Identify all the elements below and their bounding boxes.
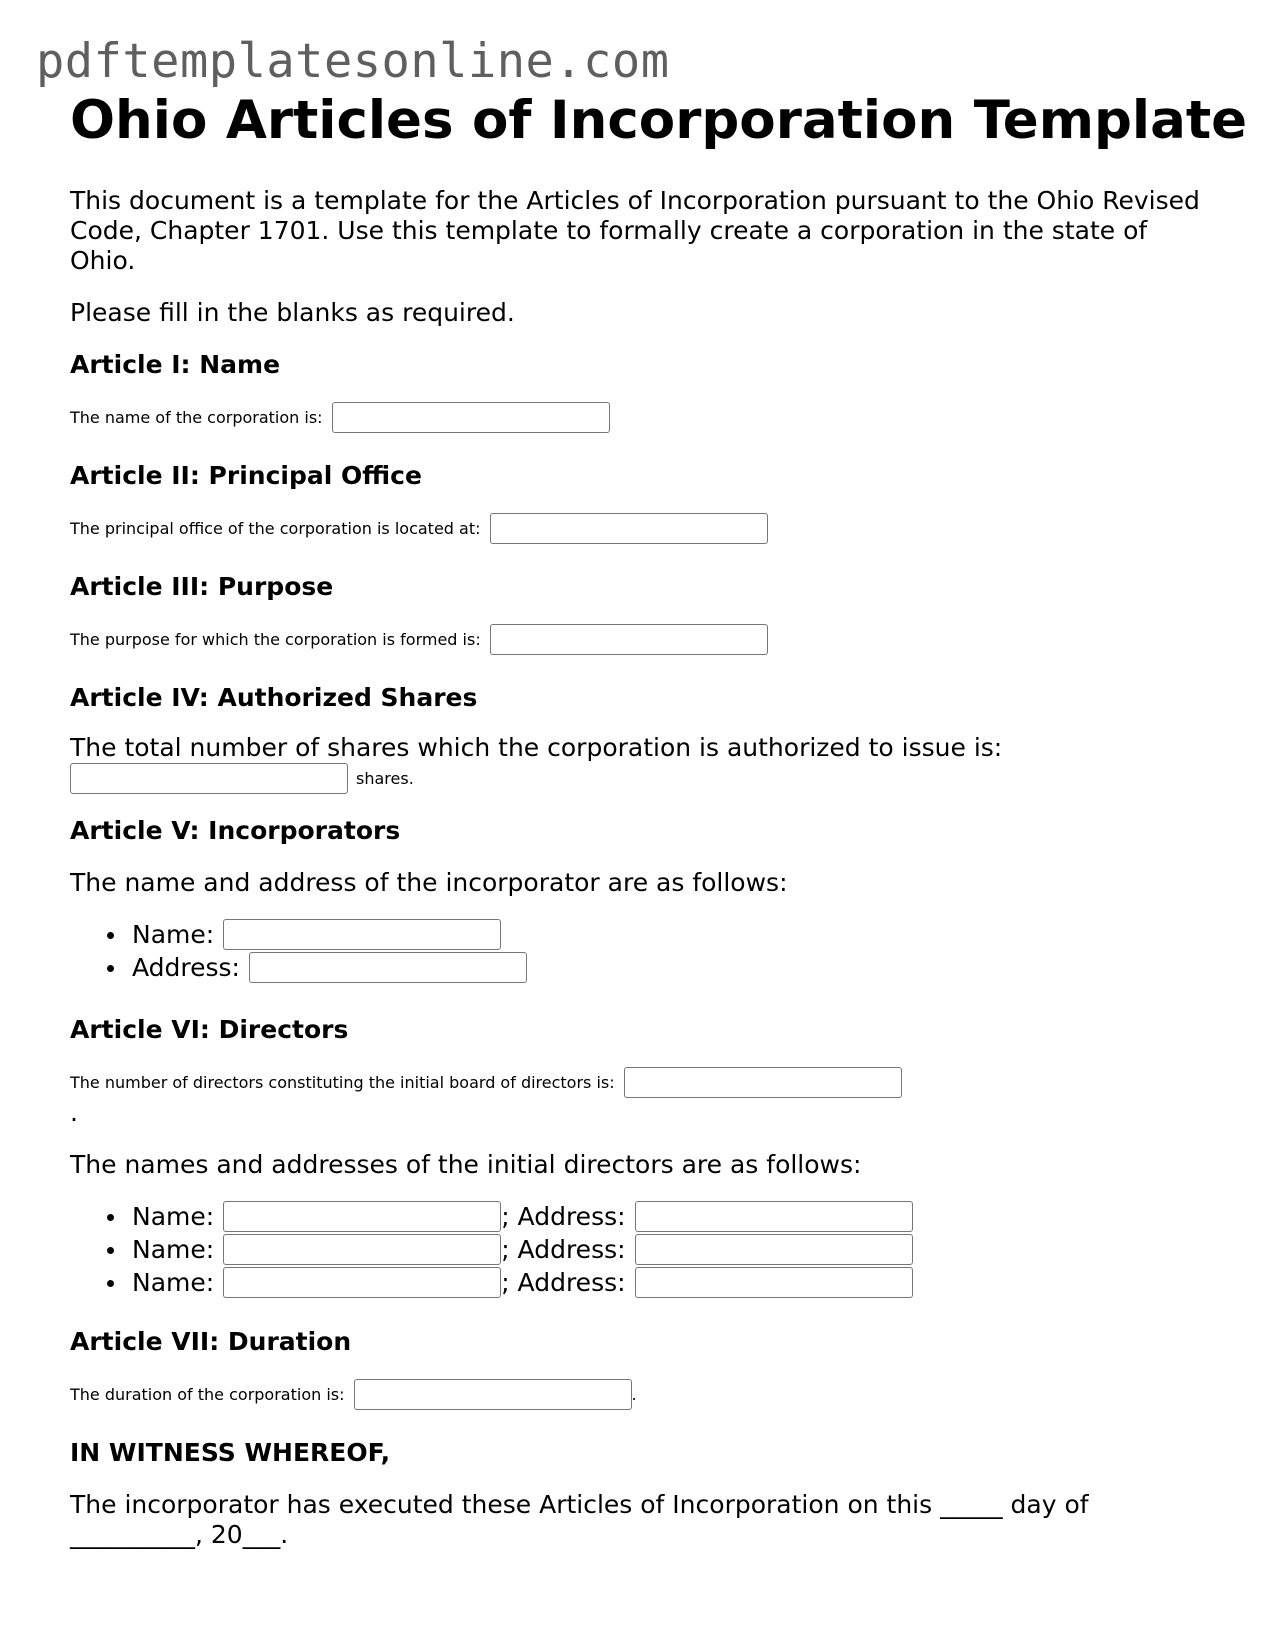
article-7-heading: Article VII: Duration bbox=[70, 1327, 352, 1356]
director-address-label: ; Address: bbox=[501, 1268, 626, 1297]
incorporator-name-item bbox=[70, 918, 1220, 951]
authorized-shares-input[interactable] bbox=[70, 763, 348, 794]
director-address-label: ; Address: bbox=[501, 1235, 626, 1264]
director-name-label: Name: bbox=[132, 1235, 215, 1264]
article-5-heading: Article V: Incorporators bbox=[70, 816, 401, 845]
director-1-address-input[interactable] bbox=[635, 1201, 913, 1232]
article-7-row bbox=[70, 1379, 1220, 1410]
document-body bbox=[70, 86, 1248, 1550]
witness-text: The incorporator has executed these Articles of Incorporation on this _____ day of __________, 20___. bbox=[70, 1490, 1089, 1549]
article-3-row bbox=[70, 624, 1220, 655]
director-name-label: Name: bbox=[132, 1202, 215, 1231]
purpose-label: The purpose for which the corporation is formed is: bbox=[70, 630, 481, 649]
director-2-name-input[interactable] bbox=[223, 1234, 501, 1265]
duration-label: The duration of the corporation is: bbox=[70, 1385, 345, 1404]
director-3-name-input[interactable] bbox=[223, 1267, 501, 1298]
director-item bbox=[70, 1266, 1220, 1299]
instruction-text: Please fill in the blanks as required. bbox=[70, 298, 515, 327]
article-4-row bbox=[70, 763, 1220, 794]
article-1-row bbox=[70, 402, 1220, 433]
director-count-input[interactable] bbox=[624, 1067, 902, 1098]
director-name-label: Name: bbox=[132, 1268, 215, 1297]
corporation-name-label: The name of the corporation is: bbox=[70, 408, 323, 427]
duration-suffix: . bbox=[631, 1385, 637, 1404]
directors-intro: The names and addresses of the initial directors are as follows: bbox=[70, 1150, 862, 1179]
director-count-row bbox=[70, 1067, 1220, 1098]
article-3-heading: Article III: Purpose bbox=[70, 572, 334, 601]
director-item bbox=[70, 1233, 1220, 1266]
article-2-heading: Article II: Principal Office bbox=[70, 461, 422, 490]
incorporator-address-label: Address: bbox=[132, 953, 240, 982]
director-address-label: ; Address: bbox=[501, 1202, 626, 1231]
article-1-heading: Article I: Name bbox=[70, 350, 281, 379]
principal-office-label: The principal office of the corporation is located at: bbox=[70, 519, 481, 538]
directors-list bbox=[70, 1200, 1220, 1299]
article-6-heading: Article VI: Directors bbox=[70, 1015, 349, 1044]
incorporator-list bbox=[70, 918, 1220, 984]
director-count-suffix: . bbox=[70, 1098, 78, 1127]
incorporator-address-input[interactable] bbox=[249, 952, 527, 983]
principal-office-input[interactable] bbox=[490, 513, 768, 544]
duration-input[interactable] bbox=[354, 1379, 632, 1410]
corporation-name-input[interactable] bbox=[332, 402, 610, 433]
incorporator-name-input[interactable] bbox=[223, 919, 501, 950]
article-4-heading: Article IV: Authorized Shares bbox=[70, 683, 478, 712]
director-item bbox=[70, 1200, 1220, 1233]
incorporator-intro: The name and address of the incorporator are as follows: bbox=[70, 868, 788, 897]
shares-suffix: shares. bbox=[356, 769, 414, 788]
intro-paragraph: This document is a template for the Articles of Incorporation pursuant to the Ohio Revised Code, Chapter 1701. Use this template to formally create a corporation in the state of Ohio. bbox=[70, 186, 1200, 275]
authorized-shares-label: The total number of shares which the corporation is authorized to issue is: bbox=[70, 733, 1003, 762]
incorporator-address-item bbox=[70, 951, 1220, 984]
witness-heading: IN WITNESS WHEREOF, bbox=[70, 1438, 391, 1467]
director-1-name-input[interactable] bbox=[223, 1201, 501, 1232]
director-3-address-input[interactable] bbox=[635, 1267, 913, 1298]
watermark: pdftemplatesonline.com bbox=[36, 34, 670, 89]
page-title: Ohio Articles of Incorporation Template bbox=[70, 90, 1248, 151]
director-count-label: The number of directors constituting the initial board of directors is: bbox=[70, 1073, 615, 1092]
incorporator-name-label: Name: bbox=[132, 920, 215, 949]
article-2-row bbox=[70, 513, 1220, 544]
purpose-input[interactable] bbox=[490, 624, 768, 655]
director-2-address-input[interactable] bbox=[635, 1234, 913, 1265]
